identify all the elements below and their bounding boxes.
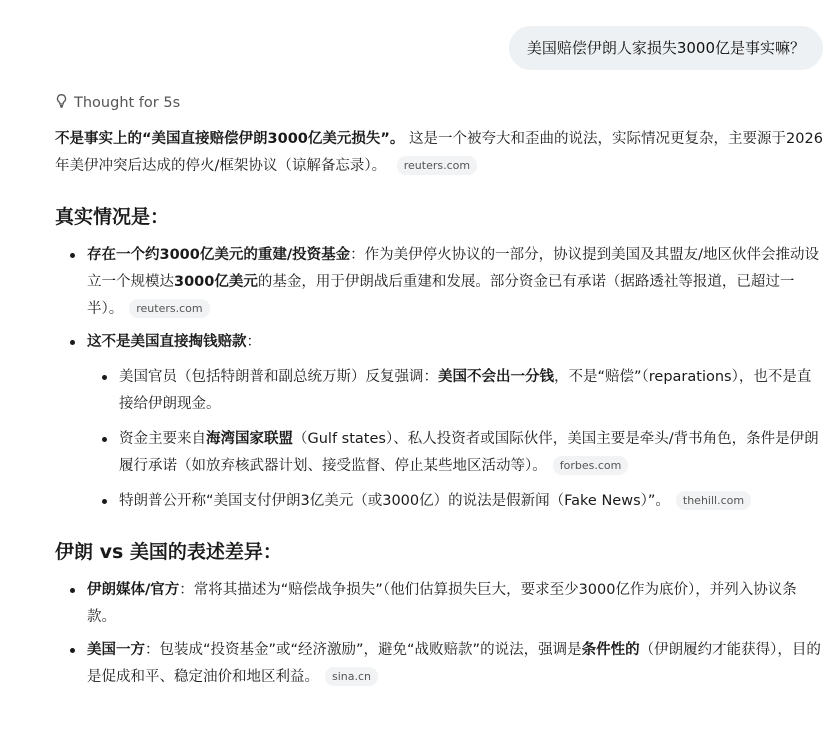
item-text: ，不是“赔偿”（reparations），也不是直接给伊朗现金。 <box>119 369 812 412</box>
item-bold: 存在一个约3000亿美元的重建/投资基金 <box>87 247 351 263</box>
lightbulb-icon <box>54 93 69 112</box>
sub-list-item <box>87 426 825 480</box>
source-chip[interactable]: sina.cn <box>325 667 378 686</box>
thought-toggle[interactable] <box>54 93 180 112</box>
source-chip[interactable]: reuters.com <box>397 156 477 175</box>
source-chip[interactable]: thehill.com <box>676 491 751 510</box>
differences-list <box>55 577 825 691</box>
item-bold: 这不是美国直接掏钱赔款 <box>87 334 247 350</box>
sub-list <box>87 364 825 515</box>
list-item <box>55 577 825 631</box>
sub-list-item <box>87 364 825 418</box>
intro-paragraph <box>55 126 825 180</box>
assistant-response <box>55 126 825 697</box>
item-text: 资金主要来自 <box>119 431 206 447</box>
sub-list-item <box>87 488 825 515</box>
section-heading-differences: 伊朗 vs 美国的表述差异： <box>55 541 282 563</box>
item-text: 美国官员（包括特朗普和副总统万斯）反复强调： <box>119 369 438 385</box>
list-item <box>55 329 825 515</box>
item-text: （伊朗履约才能获得），目的是促成和平、稳定油价和地区利益。 <box>87 642 821 685</box>
user-message-bubble <box>509 26 823 70</box>
section-heading-facts: 真实情况是： <box>55 206 170 228</box>
thought-label: Thought for 5s <box>74 94 181 111</box>
item-bold: 美国一方 <box>87 642 145 658</box>
item-text: （Gulf states）、私人投资者或国际伙伴，美国主要是牵头/背书角色，条件是伊朗履行承诺（如放弃核武器计划、接受监督、停止某些地区活动等）。 <box>119 431 819 474</box>
list-item <box>55 637 825 691</box>
item-bold: 美国不会出一分钱 <box>438 369 554 385</box>
item-text: ： <box>246 334 261 350</box>
item-text: 的基金，用于伊朗战后重建和发展。部分资金已有承诺（据路透社等报道，已超过一半）。 <box>87 274 795 317</box>
item-text: ：常将其描述为“赔偿战争损失”（他们估算损失巨大，要求至少3000亿作为底价），并列入协议条款。 <box>87 582 797 625</box>
item-bold: 海湾国家联盟 <box>206 431 293 447</box>
list-item <box>55 242 825 323</box>
source-chip[interactable]: reuters.com <box>129 299 209 318</box>
item-bold: 条件性的 <box>581 642 640 658</box>
source-chip[interactable]: forbes.com <box>553 456 629 475</box>
item-bold: 伊朗媒体/官方 <box>87 582 180 598</box>
facts-list <box>55 242 825 515</box>
item-text: ：作为美伊停火协议的一部分，协议提到美国及其盟友/地区伙伴会推动设立一个规模达 <box>87 247 820 290</box>
intro-text: 这是一个被夸大和歪曲的说法，实际情况更复杂，主要源于2026年美伊冲突后达成的停火/框架协议（谅解备忘录）。 <box>55 131 823 174</box>
user-message-text: 美国赔偿伊朗人家损失3000亿是事实嘛？ <box>526 39 805 57</box>
item-bold: 3000亿美元 <box>174 274 258 290</box>
item-text: ：包装成“投资基金”或“经济激励”，避免“战败赔款”的说法，强调是 <box>145 642 582 658</box>
item-text: 特朗普公开称“美国支付伊朗3亿美元（或3000亿）的说法是假新闻（Fake News）”。 <box>119 493 670 509</box>
intro-bold: 不是事实上的“美国直接赔偿伊朗3000亿美元损失”。 <box>55 131 405 147</box>
